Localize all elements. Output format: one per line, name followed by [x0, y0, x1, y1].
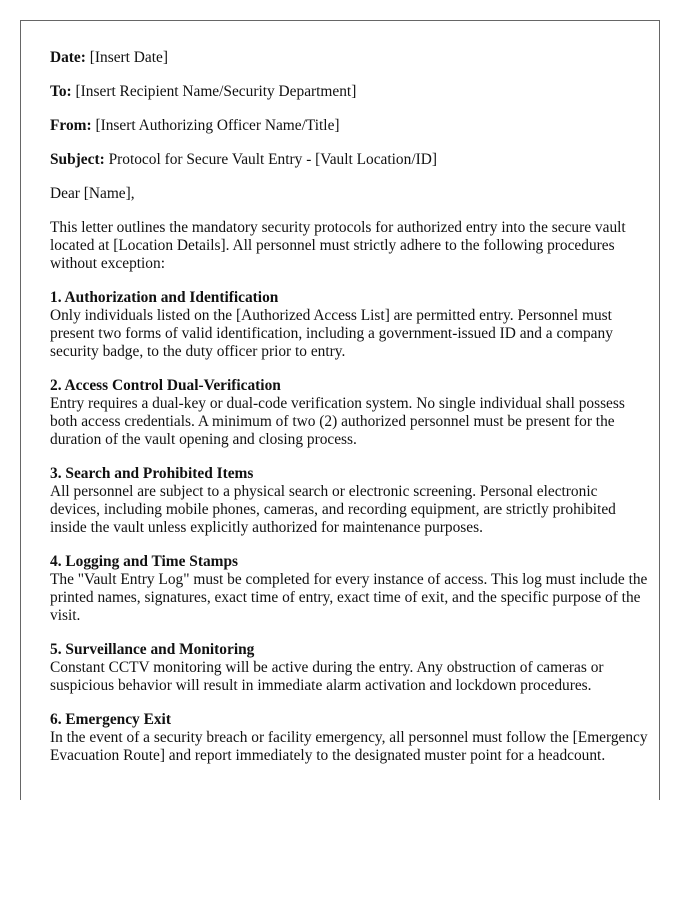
section-body: In the event of a security breach or facility emergency, all personnel must follow the [Emergency Evacuation Route] and report immediately to the designated muster point for a headcount. [50, 729, 648, 764]
to-label: To: [50, 83, 72, 100]
section-body: Constant CCTV monitoring will be active during the entry. Any obstruction of cameras or suspicious behavior will result in immediate alarm activation and lockdown procedures. [50, 659, 604, 694]
section-body: The "Vault Entry Log" must be completed for every instance of access. This log must include the printed names, signatures, exact time of entry, exact time of exit, and the specific purpose of the visit. [50, 571, 648, 624]
section-access-control [50, 377, 650, 449]
section-logging [50, 553, 650, 625]
section-body: All personnel are subject to a physical search or electronic screening. Personal electronic devices, including mobile phones, cameras, and recording equipment, are strictly prohibited inside the vault unless explicitly authorized for maintenance purposes. [50, 483, 616, 536]
subject-label: Subject: [50, 151, 105, 168]
date-line [50, 49, 650, 67]
to-value: [Insert Recipient Name/Security Department] [75, 83, 357, 100]
section-authorization [50, 289, 650, 361]
subject-value: Protocol for Secure Vault Entry - [Vault Location/ID] [108, 151, 437, 168]
section-title: 2. Access Control Dual-Verification [50, 377, 281, 394]
to-line [50, 83, 650, 101]
date-value: [Insert Date] [89, 49, 168, 66]
letter-content [50, 49, 650, 781]
section-search-prohibited [50, 465, 650, 537]
section-surveillance [50, 641, 650, 695]
from-line [50, 117, 650, 135]
section-body: Only individuals listed on the [Authorized Access List] are permitted entry. Personnel must present two forms of valid identification, including a government-issued ID and a company security badge, to the duty officer prior to entry. [50, 307, 613, 360]
section-title: 3. Search and Prohibited Items [50, 465, 254, 482]
section-emergency-exit [50, 711, 650, 765]
section-title: 4. Logging and Time Stamps [50, 553, 239, 570]
from-label: From: [50, 117, 92, 134]
subject-line [50, 151, 650, 169]
salutation: Dear [Name], [50, 185, 135, 202]
section-body: Entry requires a dual-key or dual-code verification system. No single individual shall possess both access credentials. A minimum of two (2) authorized personnel must be present for the duration of the vault opening and closing process. [50, 395, 625, 448]
letter-page [20, 20, 660, 800]
from-value: [Insert Authorizing Officer Name/Title] [95, 117, 340, 134]
intro-paragraph: This letter outlines the mandatory security protocols for authorized entry into the secure vault located at [Location Details]. All personnel must strictly adhere to the following procedures without exception: [50, 219, 626, 272]
section-title: 1. Authorization and Identification [50, 289, 279, 306]
date-label: Date: [50, 49, 86, 66]
section-title: 6. Emergency Exit [50, 711, 171, 728]
section-title: 5. Surveillance and Monitoring [50, 641, 255, 658]
